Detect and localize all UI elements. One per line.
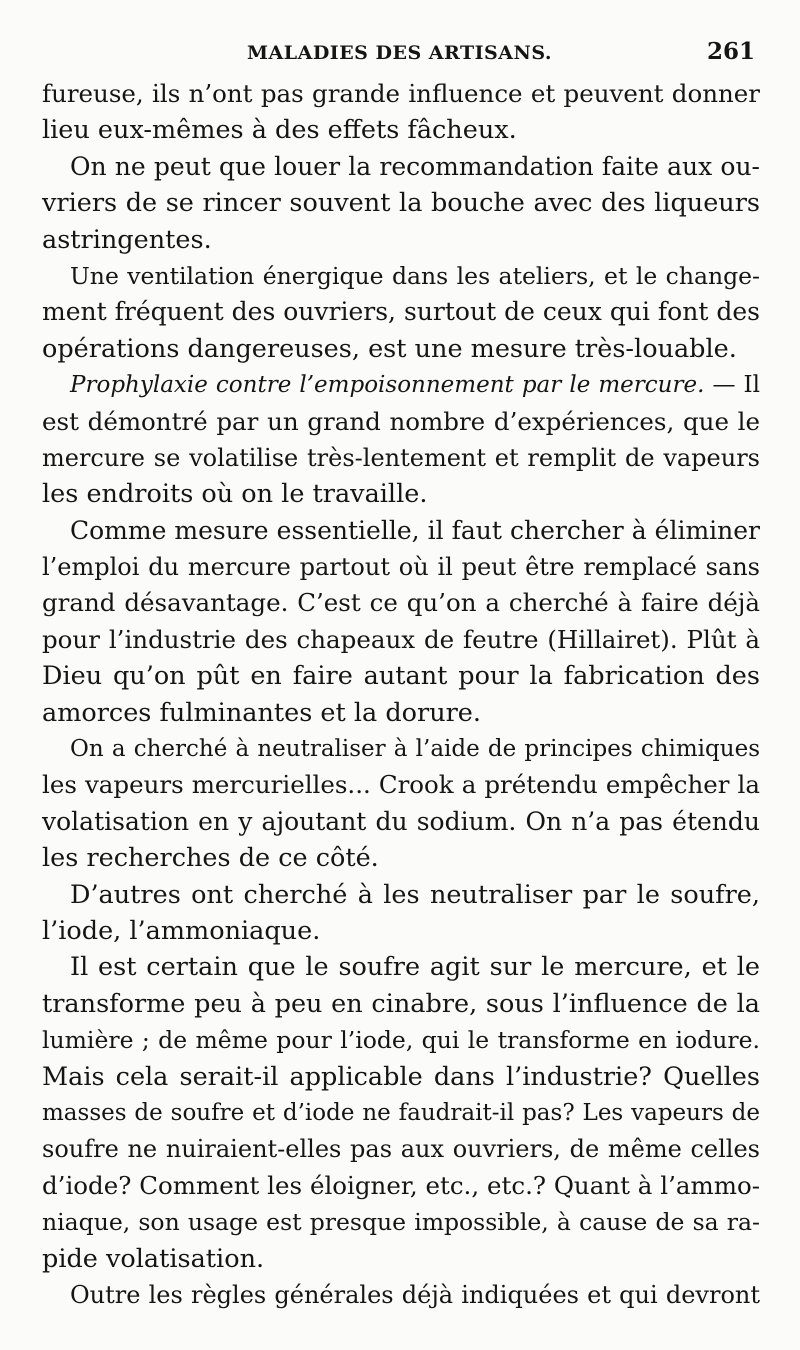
text-line: l’emploi du mercure partout où il peut être remplacé sans (42, 553, 760, 582)
paragraph (42, 76, 760, 149)
section-heading: Prophylaxie contre l’empoisonnement par le mercure. (70, 372, 705, 399)
text-line: mercure se volatilise très-lentement et remplit de vapeurs (42, 443, 760, 472)
text-line: Mais cela serait-il applicable dans l’industrie? Quelles (42, 1061, 760, 1092)
paragraph (42, 1277, 760, 1313)
text-line: volatisation en y ajoutant du sodium. On n’a pas étendu (42, 806, 760, 836)
text-line: transforme peu à peu en cinabre, sous l’influence de la (42, 988, 760, 1019)
text-line: astringentes. (42, 224, 212, 255)
text-line: grand désavantage. C’est ce qu’on a cherché à faire déjà (42, 588, 760, 618)
running-title: MALADIES DES ARTISANS. (246, 42, 553, 64)
paragraph (42, 731, 760, 877)
text-line: les recherches de ce côté. (42, 843, 379, 874)
text-line: D’autres ont cherché à les neutraliser par le soufre, (70, 879, 760, 910)
text-line: lieu eux-mêmes à des effets fâcheux. (42, 115, 517, 146)
text-line: vriers de se rincer souvent la bouche avec des liqueurs (42, 188, 760, 219)
text-line: amorces fulminantes et la dorure. (42, 697, 482, 728)
heading-continuation: — Il (704, 372, 760, 399)
text-line: Outre les règles générales déjà indiquées et qui devront (70, 1280, 760, 1309)
text-line: masses de soufre et d’iode ne faudrait-il pas? Les vapeurs de (42, 1099, 760, 1126)
body-text (42, 76, 760, 1313)
paragraph (42, 367, 760, 513)
text-line: niaque, son usage est presque impossible, à cause de sa ra- (42, 1208, 760, 1237)
page-number: 261 (706, 38, 755, 65)
text-line: Comme mesure essentielle, il faut chercher à éliminer (70, 515, 760, 545)
text-line: Une ventilation énergique dans les ateliers, et le change- (70, 261, 760, 290)
text-line: On ne peut que louer la recommandation faite aux ou- (70, 151, 760, 181)
text-line: les vapeurs mercurielles... Crook a prétendu empêcher la (42, 770, 760, 800)
paragraph (42, 149, 760, 258)
text-line (42, 367, 760, 403)
paragraph (42, 949, 760, 1277)
text-line: pour l’industrie des chapeaux de feutre (Hillairet). Plût à (42, 624, 760, 654)
paragraph (42, 258, 760, 367)
text-line: les endroits où on le travaille. (42, 479, 428, 510)
page-header (42, 38, 757, 72)
text-line: lumière ; de même pour l’iode, qui le transforme en iodure. (42, 1026, 760, 1055)
text-line: opérations dangereuses, est une mesure très-louable. (42, 333, 737, 364)
text-line: l’iode, l’ammoniaque. (42, 915, 321, 946)
text-line: est démontré par un grand nombre d’expériences, que le (42, 406, 760, 436)
text-line: Il est certain que le soufre agit sur le mercure, et le (70, 952, 760, 983)
text-line: ment fréquent des ouvriers, surtout de ceux qui font des (42, 297, 760, 327)
paragraph (42, 877, 760, 950)
text-line: d’iode? Comment les éloigner, etc., etc.? Quant à l’ammo- (42, 1170, 760, 1200)
text-line: soufre ne nuiraient-elles pas aux ouvriers, de même celles (42, 1135, 760, 1164)
text-line: Dieu qu’on pût en faire autant pour la fabrication des (42, 661, 760, 692)
text-line: fureuse, ils n’ont pas grande influence et peuvent donner (42, 79, 760, 108)
paragraph (42, 513, 760, 731)
text-line: On a cherché à neutraliser à l’aide de principes chimiques (70, 736, 760, 763)
text-line: pide volatisation. (42, 1243, 265, 1274)
